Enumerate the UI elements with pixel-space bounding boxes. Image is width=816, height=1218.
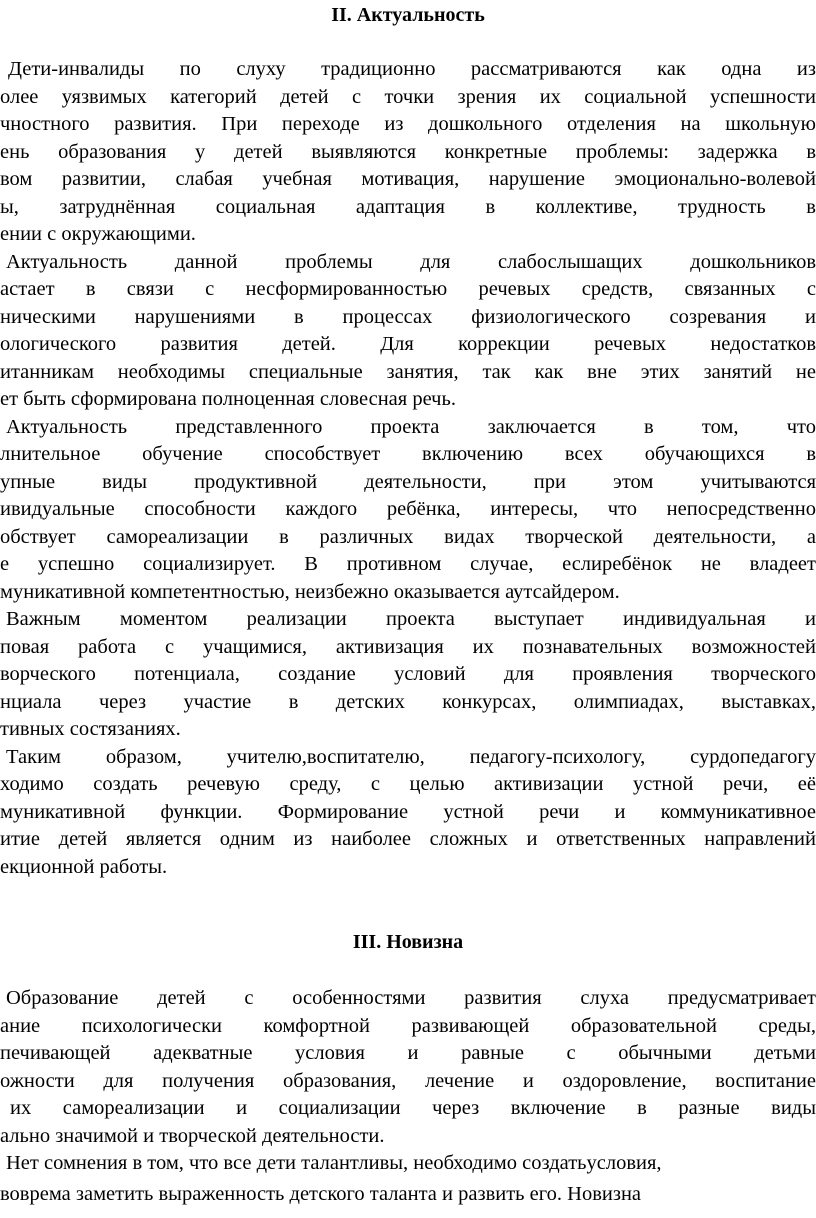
paragraph-line: печивающей адекватные условия и равные с обычными детьми <box>0 1042 816 1064</box>
paragraph-line: ально значимой и творческой деятельности. <box>0 1124 385 1147</box>
paragraph-line: нциала через участие в детских конкурсах, олимпиадах, выставках, <box>0 690 816 713</box>
paragraph-line: ворческого потенциала, создание условий для проявления творческого <box>0 663 816 685</box>
paragraph-line: Важным моментом реализации проекта выступает индивидуальная и <box>6 608 816 630</box>
paragraph-line: повая работа с учащимися, активизация их познавательных возможностей <box>0 635 816 658</box>
paragraph-line: итанникам необходимы специальные занятия, так как вне этих занятий не <box>0 360 816 383</box>
paragraph-line: олее уязвимых категорий детей с точки зрения их социальной успешности <box>0 85 816 108</box>
paragraph-line: упные виды продуктивной деятельности, при этом учитываются <box>0 470 816 493</box>
paragraph-line: Таким образом, учителю,воспитателю, педагогу-психологу, сурдопедагогу <box>6 745 816 768</box>
paragraph-line: лнительное обучение способствует включению всех обучающихся в <box>0 443 816 465</box>
paragraph-line: ническими нарушениями в процессах физиологического созревания и <box>0 305 816 328</box>
paragraph-line: ходимо создать речевую среду, с целью активизации устной речи, её <box>0 773 816 795</box>
paragraph-line: ожности для получения образования, лечение и оздоровление, воспитание <box>0 1069 816 1092</box>
paragraph-line: муникативной функции. Формирование устной речи и коммуникативное <box>0 800 816 823</box>
paragraph-line: чностного развития. При переходе из дошкольного отделения на школьную <box>0 113 816 135</box>
paragraph-line: Нет сомнения в том, что все дети талантливы, необходимо создатьусловия, <box>6 1152 662 1174</box>
section-heading-relevance: II. Актуальность <box>331 4 485 26</box>
paragraph-line: вом развитии, слабая учебная мотивация, нарушение эмоционально-волевой <box>0 168 816 190</box>
paragraph-line: итие детей является одним из наиболее сложных и ответственных направлений <box>0 828 816 850</box>
paragraph-line: ении с окружающими. <box>0 223 196 245</box>
paragraph-line: Образование детей с особенностями развития слуха предусматривает <box>6 987 816 1009</box>
paragraph-line: екционной работы. <box>0 855 168 878</box>
paragraph-line: астает в связи с несформированностью речевых средств, связанных с <box>0 278 816 300</box>
paragraph-line: ень образования у детей выявляются конкретные проблемы: задержка в <box>0 140 816 163</box>
paragraph-line: муникативной компетентностью, неизбежно оказывается аутсайдером. <box>0 580 620 603</box>
paragraph-line: е успешно социализирует. В противном случае, еслиребёнок не владеет <box>0 553 816 575</box>
paragraph-line: ологического развития детей. Для коррекции речевых недостатков <box>0 333 816 355</box>
paragraph-line: Актуальность представленного проекта заключается в том, что <box>6 415 816 438</box>
paragraph-line: Актуальность данной проблемы для слабослышащих дошкольников <box>6 250 816 273</box>
paragraph-line: ет быть сформирована полноценная словесная речь. <box>0 388 456 410</box>
section-novelty-body <box>0 985 816 1208</box>
paragraph-line: тивных состязаниях. <box>0 718 181 740</box>
section-relevance-body <box>0 56 816 881</box>
paragraph-line: ы, затруднённая социальная адаптация в коллективе, трудность в <box>0 195 816 218</box>
paragraph-line: Дети-инвалиды по слуху традиционно рассматриваются как одна из <box>8 58 816 80</box>
paragraph-line: ивидуальные способности каждого ребёнка, интересы, что непосредственно <box>0 498 816 520</box>
paragraph-line: их самореализации и социализации через включение в разные виды <box>10 1097 816 1119</box>
section-heading-novelty: III. Новизна <box>352 931 464 953</box>
paragraph-line: ание психологически комфортной развивающей образовательной среды, <box>0 1014 816 1037</box>
paragraph-line: обствует самореализации в различных видах творческой деятельности, а <box>0 525 816 548</box>
paragraph-line: воврема заметить выраженность детского таланта и развить его. Новизна <box>0 1182 642 1205</box>
